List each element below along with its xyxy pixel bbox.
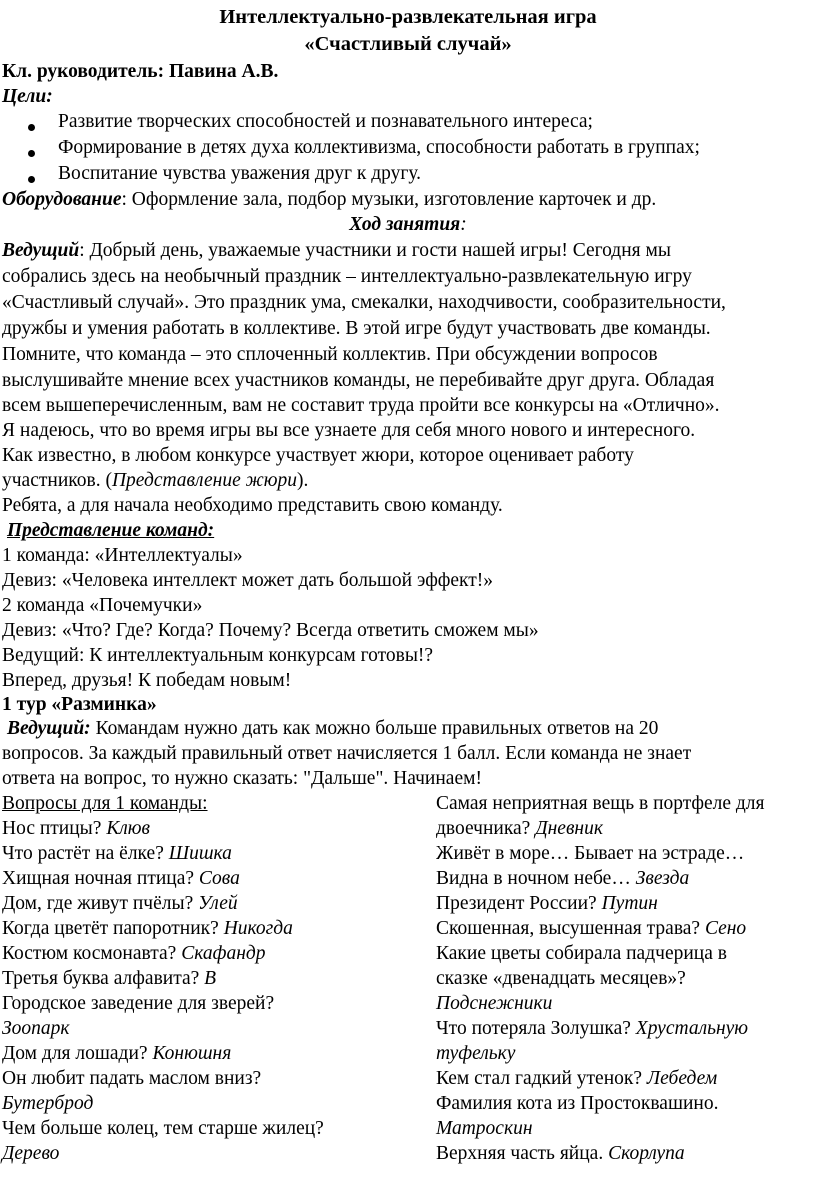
question-text: Верхняя часть яйца. — [436, 1143, 609, 1164]
answer-text: Никогда — [223, 918, 293, 939]
team1-motto: Девиз: «Человека интеллект может дать большой эффект!» — [2, 570, 494, 591]
round1-line — [7, 717, 658, 741]
jury-before: участников. ( — [2, 470, 112, 491]
team1-questions-heading: Вопросы для 1 команды: — [2, 793, 208, 814]
intro-line: Я надеюсь, что во время игры вы все узнаете для себя много нового и интересного. — [2, 420, 696, 441]
answer-text: Зоопарк — [2, 1018, 70, 1039]
question-line — [2, 1017, 70, 1041]
question-text: Городское заведение для зверей? — [2, 993, 275, 1014]
question-line — [436, 1092, 718, 1116]
lesson-heading-text: Ход занятия — [349, 214, 461, 235]
answer-text: Матроскин — [436, 1118, 533, 1139]
team1-name: 1 команда: «Интеллектуалы» — [2, 545, 243, 566]
goal-item: Воспитание чувства уважения друг к другу. — [58, 163, 422, 184]
intro-line: Помните, что команда – это сплоченный коллектив. При обсуждении вопросов — [2, 344, 658, 365]
answer-text: Лебедем — [646, 1068, 718, 1089]
intro-line: выслушивайте мнение всех участников команды, не перебивайте друг друга. Обладая — [2, 370, 715, 391]
team2-name: 2 команда «Почемучки» — [2, 595, 203, 616]
question-text: Хищная ночная птица? — [2, 868, 199, 889]
question-line — [2, 867, 240, 891]
jury-after: ). — [297, 470, 309, 491]
question-text: Самая неприятная вещь в портфеле для — [436, 793, 765, 814]
lesson-heading — [0, 213, 816, 237]
question-line — [436, 892, 658, 916]
question-line — [436, 967, 686, 991]
answer-text: Скафандр — [181, 943, 266, 964]
intro-line: Как известно, в любом конкурсе участвует жюри, которое оценивает работу — [2, 445, 634, 466]
question-text: Фамилия кота из Простоквашино. — [436, 1093, 719, 1114]
question-line — [436, 1042, 515, 1066]
equipment-text: : Оформление зала, подбор музыки, изготовление карточек и др. — [121, 189, 657, 210]
answer-text: Подснежники — [436, 993, 553, 1014]
question-line — [2, 1092, 93, 1116]
jury-line — [2, 469, 308, 493]
round1-text: Командам нужно дать как можно больше правильных ответов на 20 — [90, 718, 659, 739]
intro-line: всем вышеперечисленным, вам не составит труда пройти все конкурсы на «Отлично». — [2, 395, 720, 416]
question-line — [2, 892, 238, 916]
question-line — [2, 842, 232, 866]
goals-heading: Цели: — [2, 86, 53, 107]
answer-text: Дневник — [535, 818, 603, 839]
question-text: Он любит падать маслом вниз? — [2, 1068, 262, 1089]
bullet-icon — [28, 142, 35, 164]
question-line — [436, 1142, 685, 1166]
question-line — [436, 792, 765, 816]
equipment-line — [2, 188, 656, 212]
question-text: Что растёт на ёлке? — [2, 843, 169, 864]
equipment-label: Оборудование — [2, 189, 122, 210]
host-ready: Ведущий: К интеллектуальным конкурсам готовы!? — [2, 645, 434, 666]
question-line — [436, 842, 744, 866]
question-text: сказке «двенадцать месяцев»? — [436, 968, 686, 989]
question-text: Когда цветёт папоротник? — [2, 918, 224, 939]
teacher-line: Кл. руководитель: Павина А.В. — [2, 61, 279, 82]
answer-text: Бутерброд — [2, 1093, 94, 1114]
answer-text: Звезда — [635, 868, 690, 889]
question-line — [436, 1017, 748, 1041]
question-text: Костюм космонавта? — [2, 943, 182, 964]
question-line — [436, 1067, 717, 1091]
answer-text: Шишка — [168, 843, 232, 864]
round1-heading: 1 тур «Разминка» — [2, 694, 157, 715]
question-line — [436, 1117, 533, 1141]
question-text: Что потеряла Золушка? — [436, 1018, 636, 1039]
forward-line: Вперед, друзья! К победам новым! — [2, 670, 292, 691]
jury-italic: Представление жюри — [111, 470, 297, 491]
question-line — [2, 967, 216, 991]
answer-text: В — [204, 968, 217, 989]
title-line-1: Интеллектуально-развлекательная игра — [219, 6, 597, 28]
question-text: Скошенная, высушенная трава? — [436, 918, 705, 939]
question-line — [2, 942, 265, 966]
answer-text: Сова — [198, 868, 240, 889]
question-line — [2, 1142, 59, 1166]
bullet-icon — [28, 116, 35, 138]
question-text: Кем стал гадкий утенок? — [436, 1068, 647, 1089]
answer-text: Улей — [198, 893, 238, 914]
question-line — [2, 1067, 261, 1091]
teams-intro: Ребята, а для начала необходимо представить свою команду. — [2, 495, 503, 516]
round1-host: Ведущий: — [7, 718, 91, 739]
answer-text: Клюв — [106, 818, 150, 839]
title-line-2: «Счастливый случай» — [304, 33, 512, 55]
host-label: Ведущий — [2, 240, 80, 261]
question-text: двоечника? — [436, 818, 536, 839]
answer-text: Скорлупа — [608, 1143, 685, 1164]
intro-line — [2, 239, 671, 263]
question-text: Президент России? — [436, 893, 602, 914]
round1-line: ответа на вопрос, то нужно сказать: "Дальше". Начинаем! — [2, 768, 482, 789]
answer-text: Конюшня — [152, 1043, 232, 1064]
goal-item: Формирование в детях духа коллективизма, способности работать в группах; — [58, 137, 700, 158]
intro-line: собрались здесь на необычный праздник – интеллектуально-развлекательную игру — [2, 266, 692, 287]
question-line — [436, 992, 552, 1016]
question-line — [436, 867, 689, 891]
intro-line: дружбы и умения работать в коллективе. В этой игре будут участвовать две команды. — [2, 318, 711, 339]
question-line — [2, 992, 274, 1016]
teams-heading: Представление команд: — [7, 520, 215, 541]
lesson-heading-colon: : — [460, 214, 467, 235]
answer-text: Хрустальную — [635, 1018, 749, 1039]
question-line — [2, 917, 293, 941]
question-line — [2, 817, 150, 841]
answer-text: Дерево — [2, 1143, 60, 1164]
question-text: Нос птицы? — [2, 818, 107, 839]
question-text: Видна в ночном небе… — [436, 868, 636, 889]
round1-line: вопросов. За каждый правильный ответ начисляется 1 балл. Если команда не знает — [2, 743, 692, 764]
answer-text: Сено — [704, 918, 747, 939]
goal-item: Развитие творческих способностей и познавательного интереса; — [58, 111, 593, 132]
question-text: Дом для лошади? — [2, 1043, 153, 1064]
question-text: Чем больше колец, тем старше жилец? — [2, 1118, 324, 1139]
question-line — [2, 1117, 324, 1141]
question-text: Живёт в море… Бывает на эстраде… — [436, 843, 745, 864]
team2-motto: Девиз: «Что? Где? Когда? Почему? Всегда ответить сможем мы» — [2, 620, 539, 641]
answer-text: туфельку — [436, 1043, 516, 1064]
question-line — [436, 942, 727, 966]
question-line — [436, 817, 603, 841]
question-line — [2, 1042, 231, 1066]
question-text: Какие цветы собирала падчерица в — [436, 943, 727, 964]
answer-text: Путин — [601, 893, 658, 914]
bullet-icon — [28, 168, 35, 190]
intro-line: «Счастливый случай». Это праздник ума, смекалки, находчивости, сообразительности, — [2, 292, 726, 313]
question-line — [436, 917, 746, 941]
question-text: Дом, где живут пчёлы? — [2, 893, 199, 914]
intro-text: : Добрый день, уважаемые участники и гости нашей игры! Сегодня мы — [79, 240, 671, 261]
question-text: Третья буква алфавита? — [2, 968, 205, 989]
